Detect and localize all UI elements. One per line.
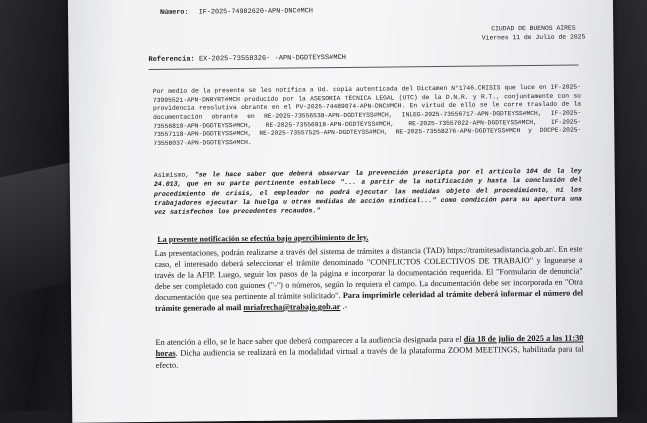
paragraph-notification: Por medio de la presente se les notifica a Ud. copia autenticada del Dictamen N°1746.CRISIS que luce en IF-2025-73995521-APN-DNRYRT#MCH producido por la ASESORÍA TÉCNICA LEGAL (UTC) de la D.N.R. y R.T., conjuntamente con su providencia resolutiva obrante en el PV-2025-74489074-APN-DNC#MCH. En virtud de ello se le corre traslado de la documentación obrante en RE-2025-73556538-APN-DGDTEYSS#MCH, INLEG-2025-73556717-APN-DGDTEYSS#MCH, IF-2025-73556810-APN-DGDTEYSS#MCH, RE-2025-73556918-APN-DGDTEYSS#MCH, RE-2025-73557022-APN-DGDTEYSS#MCH, IF-2025-73557118-APN-DGDTEYSS#MCH, RE-2025-73557525-APN-DGDTEYSS#MCH, RE-2025-73558276-APN-DGDTEYSS#MCH y DOCPE-2025-73558037-APN-DGDTEYSS#MCH. <box>152 83 582 148</box>
hearing-text-end: . Dicha audiencia se realizará en la modalidad virtual a través de la plataforma ZOOM MEETINGS, habilitada para tal efecto. <box>155 344 584 370</box>
submissions-bold: Para imprimirle celeridad al trámite deberá informar el número del trámite generado al mail <box>155 288 584 313</box>
submissions-end: .- <box>340 301 348 311</box>
document-number <box>160 7 313 18</box>
hearing-text: En atención a ello, se le hace saber que deberá comparecer a la audiencia designada para el <box>155 334 464 347</box>
divider <box>149 65 579 71</box>
email-link[interactable]: mriafrecha@trabajo.gob.ar <box>243 301 341 312</box>
document-number-label: Número: <box>159 8 189 17</box>
hearing-date: día 18 de julio de 2025 a las 11:30 horas <box>155 333 584 359</box>
document-page <box>68 0 618 423</box>
paragraph-submissions <box>155 244 584 314</box>
document-number-value: IF-2025-74982620-APN-DNC#MCH <box>198 7 313 17</box>
reference-value: EX-2025-73558326- -APN-DGDTEYSS#MCH <box>198 53 347 64</box>
reference <box>148 54 346 65</box>
paragraph-prevention-intro: Asimismo, <box>153 171 195 179</box>
date: Viernes 11 de Julio de 2025 <box>481 33 586 42</box>
city: CIUDAD DE BUENOS AIRES <box>491 24 576 33</box>
submissions-text: Las presentaciones, podrán realizarse a través del sistema de trámites a distancia (TAD) https://tramitesadistancia.gob.ar/. En este caso, el interesado deberá seleccionar el trámite denominado "CONFLICTOS COLECTIVOS DE TRABAJO" y loguearse a través de la AFIP. Luego, seguir los pasos de la página e incorporar la documentación requerida. El "Formulario de denuncia" debe ser completado con guiones ("-") o números, según lo requiera el campo. La documentación debe ser incorporada en "Otra documentación que sea pertinente al trámite solicitado". <box>154 244 583 302</box>
paragraph-prevention-quote: "se le hace saber que deberá observar la prevención prescripta por el artículo 104 de la ley 24.013, que en su parte pertinente establece "... a partir de la notificación y hasta la conclusión del procedimiento de crisis, el empleador no podrá ejecutar las medidas objeto del procedimiento, ni los trabajadores ejecutar la huelga u otras medidas de acción sindical..." como condición para su apertura una vez satisfechos los precedentes recaudos." <box>153 167 583 217</box>
paragraph-prevention <box>154 166 582 217</box>
place-and-date <box>482 23 586 43</box>
paragraph-hearing <box>155 332 583 371</box>
reference-label: Referencia: <box>148 55 195 65</box>
bag-strap <box>0 163 70 298</box>
notice-heading: La presente notificación se efectúa bajo apercibimiento de ley. <box>157 232 369 244</box>
